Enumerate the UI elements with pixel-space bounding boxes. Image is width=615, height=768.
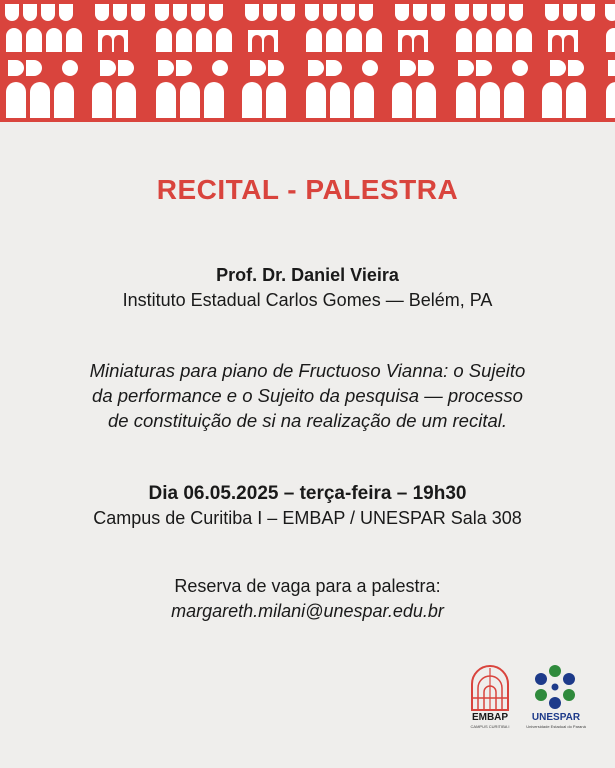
talk-title-line: de constituição de si na realização de um recital. (108, 410, 507, 431)
embap-logo-label: EMBAP (471, 712, 509, 723)
talk-title-line: da performance e o Sujeito da pesquisa — processo (92, 385, 523, 406)
speaker-block (0, 263, 615, 313)
event-location: Campus de Curitiba I – EMBAP / UNESPAR Sala 308 (93, 508, 522, 528)
reservation-email-link[interactable]: margareth.milani@unespar.edu.br (171, 601, 444, 621)
event-date: Dia 06.05.2025 – terça-feira – 19h30 (148, 483, 467, 504)
speaker-name: Prof. Dr. Daniel Vieira (216, 265, 399, 285)
unespar-logo-subtitle: Universidade Estadual do Paraná (526, 724, 586, 729)
unespar-logo-icon (530, 662, 580, 712)
talk-title-block (0, 358, 615, 433)
embap-logo-subtitle: CAMPUS CURITIBA I (470, 724, 510, 729)
reservation-block (0, 574, 615, 624)
geometric-pattern-icon (0, 0, 615, 122)
decorative-pattern-banner (0, 0, 615, 122)
logos-group (460, 660, 590, 750)
talk-title-line: Miniaturas para piano de Fructuoso Vianna: o Sujeito (89, 360, 526, 381)
embap-logo-icon (468, 664, 512, 712)
reservation-label: Reserva de vaga para a palestra: (174, 576, 441, 596)
event-details-block (0, 481, 615, 531)
speaker-affiliation: Instituto Estadual Carlos Gomes — Belém, PA (122, 290, 493, 310)
page-title: RECITAL - PALESTRA (156, 174, 459, 205)
unespar-logo-label: UNESPAR (531, 712, 581, 723)
